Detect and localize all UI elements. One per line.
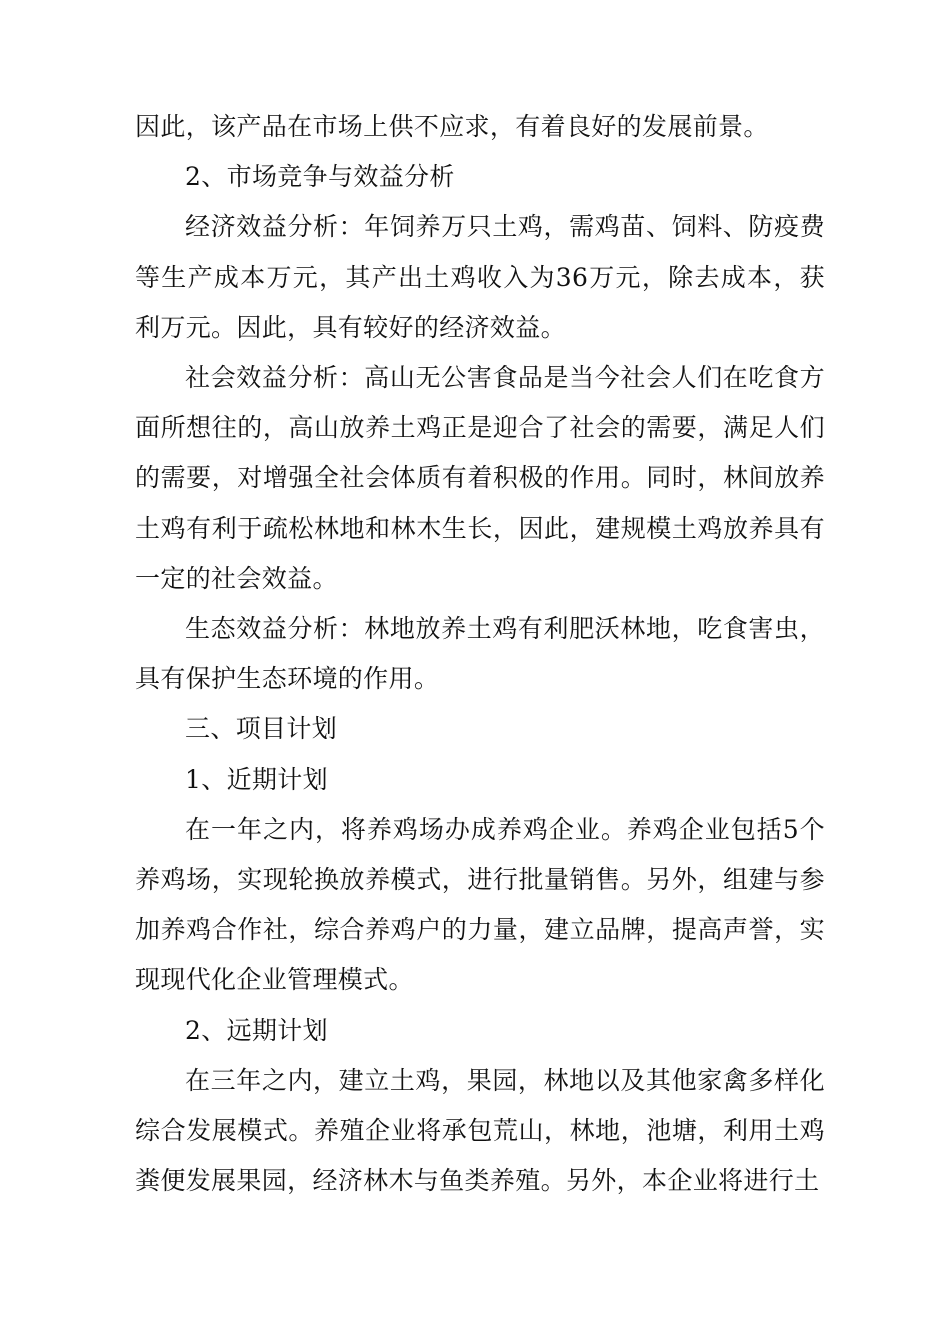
paragraph-market-prospect: 因此，该产品在市场上供不应求，有着良好的发展前景。: [135, 112, 769, 141]
section-heading-short-term-plan: 1、近期计划: [185, 764, 329, 794]
paragraph-economic-benefit: 经济效益分析：年饲养万只土鸡，需鸡苗、饲料、防疫费等生产成本万元，其产出土鸡收入为36万元，除去成本，获利万元。因此，具有较好的经济效益。: [135, 212, 825, 342]
paragraph-short-term-plan: 在一年之内，将养鸡场办成养鸡企业。养鸡企业包括5个养鸡场，实现轮换放养模式，进行批量销售。另外，组建与参加养鸡合作社，综合养鸡户的力量，建立品牌，提高声誉，实现现代化企业管理模式。: [135, 814, 825, 995]
section-heading-competition-benefit: 2、市场竞争与效益分析: [185, 162, 455, 192]
document-body: [135, 102, 825, 1206]
paragraph-long-term-plan: 在三年之内，建立土鸡，果园，林地以及其他家禽多样化综合发展模式。养殖企业将承包荒山，林地，池塘，利用土鸡粪便发展果园，经济林木与鱼类养殖。另外，本企业将进行土: [135, 1065, 825, 1196]
paragraph-social-benefit: 社会效益分析：高山无公害食品是当今社会人们在吃食方面所想往的，高山放养土鸡正是迎合了社会的需要，满足人们的需要，对增强全社会体质有着积极的作用。同时，林间放养土鸡有利于疏松林地和林木生长，因此，建规模土鸡放养具有一定的社会效益。: [135, 363, 825, 593]
section-heading-long-term-plan: 2、远期计划: [185, 1015, 329, 1045]
paragraph-ecological-benefit: 生态效益分析：林地放养土鸡有利肥沃林地，吃食害虫，具有保护生态环境的作用。: [135, 614, 825, 694]
section-heading-project-plan: 三、项目计划: [185, 714, 338, 744]
